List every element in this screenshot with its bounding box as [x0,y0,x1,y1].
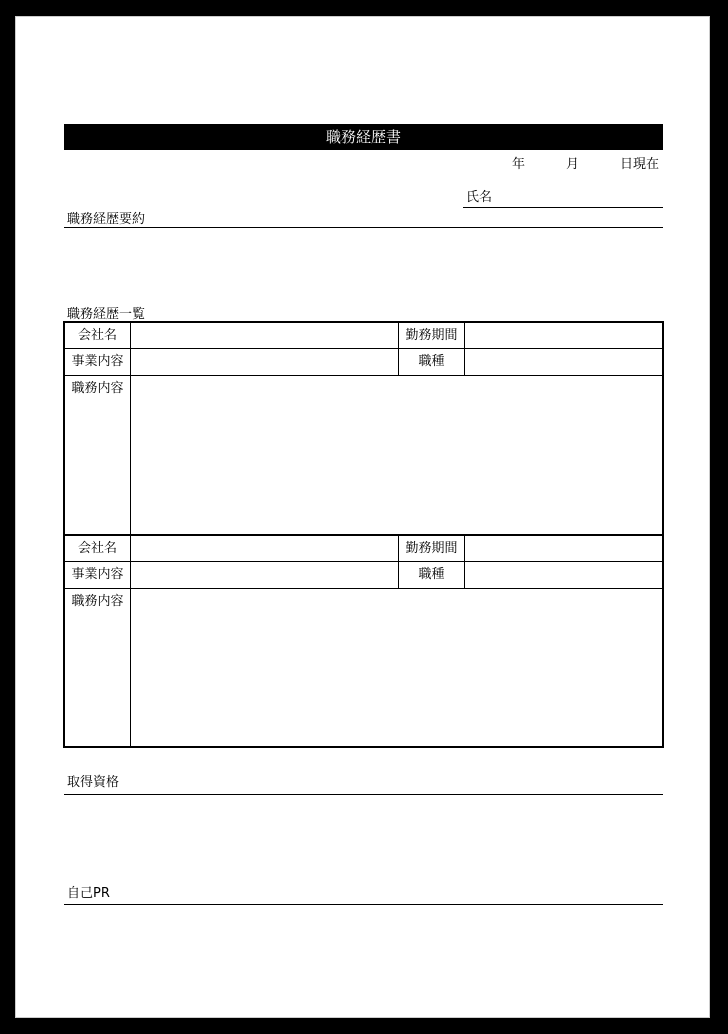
duties-field[interactable] [131,589,662,747]
career-block [65,323,662,534]
company-field[interactable] [131,323,399,348]
career-list-heading: 職務経歴一覧 [67,307,146,322]
period-field[interactable] [465,536,662,561]
name-label: 氏名 [466,190,493,205]
job-type-label: 職種 [399,562,465,588]
table-row [65,323,662,349]
self-pr-rule [64,904,663,905]
duties-label: 職務内容 [65,376,131,534]
qualifications-heading: 取得資格 [67,775,120,790]
job-type-field[interactable] [465,562,662,588]
duties-label: 職務内容 [65,589,131,747]
table-row [65,536,662,562]
summary-heading: 職務経歴要約 [67,212,146,227]
company-label: 会社名 [65,323,131,348]
period-label: 勤務期間 [399,323,465,348]
qualifications-rule [64,794,663,795]
period-label: 勤務期間 [399,536,465,561]
document-title: 職務経歴書 [64,124,663,150]
job-type-field[interactable] [465,349,662,375]
period-field[interactable] [465,323,662,348]
table-row [65,589,662,747]
career-table [63,321,664,748]
summary-rule [64,227,663,228]
business-label: 事業内容 [65,349,131,375]
date-month-label: 月 [566,157,580,172]
career-block [65,534,662,748]
job-type-label: 職種 [399,349,465,375]
business-label: 事業内容 [65,562,131,588]
table-row [65,376,662,534]
table-row [65,562,662,589]
company-label: 会社名 [65,536,131,561]
self-pr-heading: 自己PR [67,886,110,901]
company-field[interactable] [131,536,399,561]
business-field[interactable] [131,562,399,588]
table-row [65,349,662,376]
duties-field[interactable] [131,376,662,534]
date-year-label: 年 [512,157,526,172]
business-field[interactable] [131,349,399,375]
name-field-line[interactable] [463,207,663,208]
date-as-of-label: 日現在 [620,157,660,172]
